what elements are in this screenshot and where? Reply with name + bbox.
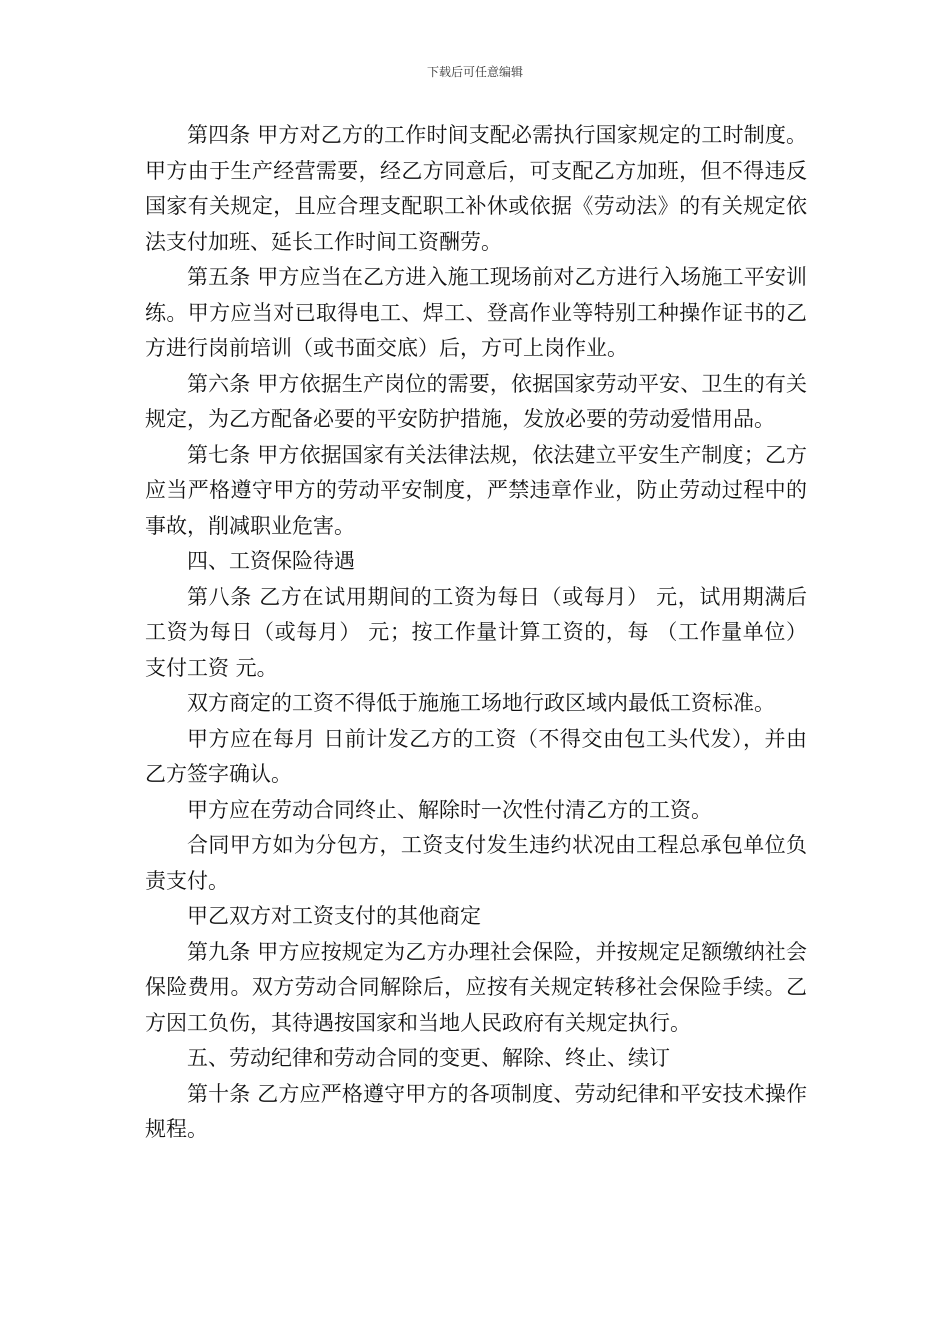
subcontractor-paragraph: 合同甲方如为分包方，工资支付发生违约状况由工程总承包单位负责支付。 <box>145 833 807 893</box>
section-4-heading: 四、工资保险待遇 <box>187 549 355 573</box>
article-7-paragraph: 第七条 甲方依据国家有关法律法规，依法建立平安生产制度；乙方应当严格遵守甲方的劳动平安制度，严禁违章作业，防止劳动过程中的事故，削减职业危害。 <box>145 442 807 538</box>
final-payment-paragraph: 甲方应在劳动合同终止、解除时一次性付清乙方的工资。 <box>187 797 712 822</box>
article-4-paragraph: 第四条 甲方对乙方的工作时间支配必需执行国家规定的工时制度。甲方由于生产经营需要，经乙方同意后，可支配乙方加班，但不得违反国家有关规定，且应合理支配职工补休或依据《劳动法》的有关规定依法支付加班、延长工作时间工资酬劳。 <box>145 123 807 254</box>
other-agreements-paragraph: 甲乙双方对工资支付的其他商定 <box>187 904 481 928</box>
payday-paragraph: 甲方应在每月 日前计发乙方的工资（不得交由包工头代发），并由乙方签字确认。 <box>145 726 807 786</box>
article-9-paragraph: 第九条 甲方应按规定为乙方办理社会保险，并按规定足额缴纳社会保险费用。双方劳动合同解除后，应按有关规定转移社会保险手续。乙方因工负伤，其待遇按国家和当地人民政府有关规定执行。 <box>145 939 807 1035</box>
document-body <box>145 118 807 1148</box>
article-6-paragraph: 第六条 甲方依据生产岗位的需要，依据国家劳动平安、卫生的有关规定，为乙方配备必要的平安防护措施，发放必要的劳动爱惜用品。 <box>145 371 807 431</box>
article-8-paragraph: 第八条 乙方在试用期间的工资为每日（或每月） 元，试用期满后工资为每日（或每月） 元；按工作量计算工资的，每 （工作量单位）支付工资 元。 <box>145 584 807 680</box>
minimum-wage-paragraph: 双方商定的工资不得低于施施工场地行政区域内最低工资标准。 <box>187 691 775 715</box>
article-5-paragraph: 第五条 甲方应当在乙方进入施工现场前对乙方进行入场施工平安训练。甲方应当对已取得电工、焊工、登高作业等特别工种操作证书的乙方进行岗前培训（或书面交底）后，方可上岗作业。 <box>145 265 807 360</box>
article-10-paragraph: 第十条 乙方应严格遵守甲方的各项制度、劳动纪律和平安技术操作规程。 <box>145 1081 807 1141</box>
page-header: 下载后可任意编辑 <box>426 65 523 79</box>
section-5-heading: 五、劳动纪律和劳动合同的变更、解除、终止、续订 <box>187 1046 670 1070</box>
